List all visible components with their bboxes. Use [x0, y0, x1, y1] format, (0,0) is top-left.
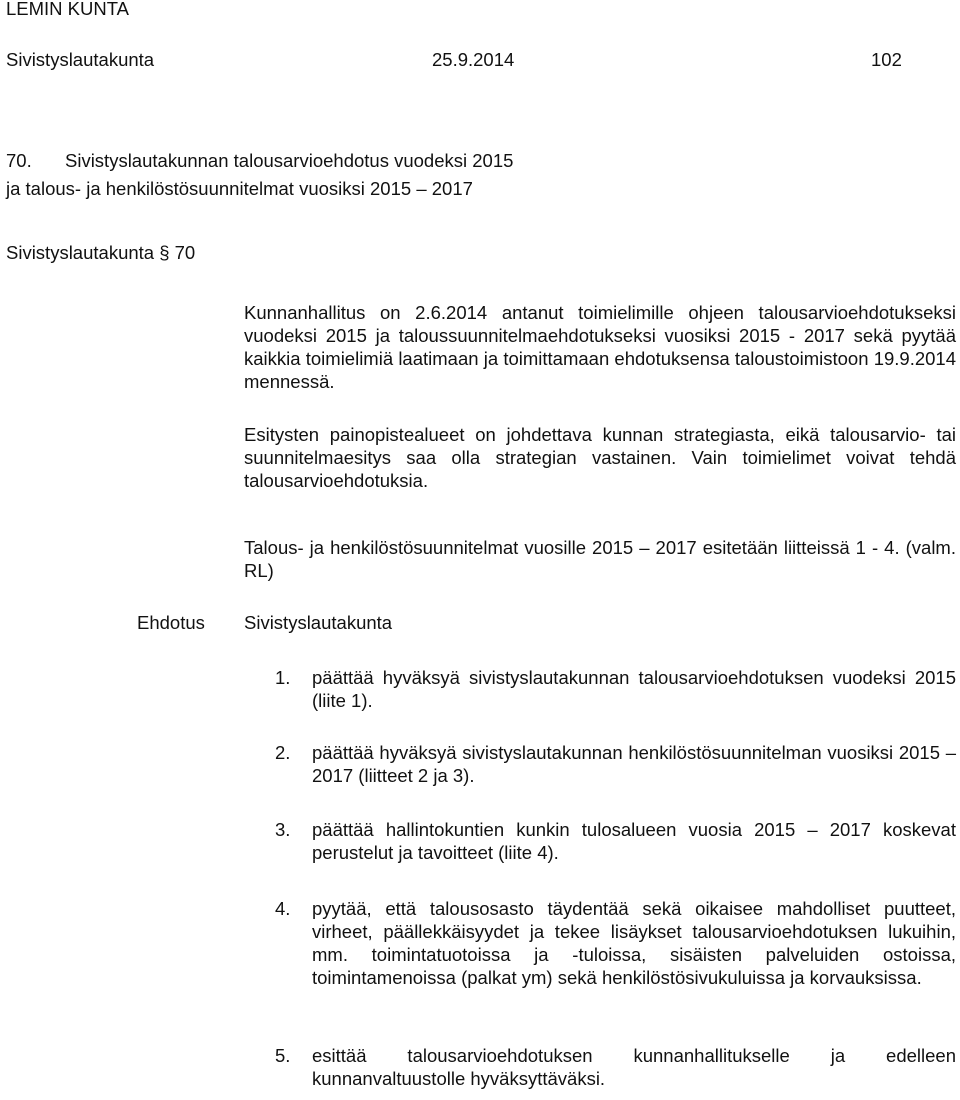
- paragraph-instruction: Kunnanhallitus on 2.6.2014 antanut toimielimille ohjeen talousarvioehdotukseksi vuodeksi 2015 ja taloussuunnitelmaehdotukseksi vuosiksi 2015 - 2017 sekä pyytää kaikkia toimielimiä laatimaan ja toimittamaan ehdotuksensa taloustoimistoon 19.9.2014 mennessä.: [244, 302, 956, 392]
- section-number: 70.: [6, 150, 32, 171]
- list-item-text: esittää talousarvioehdotuksen kunnanhallitukselle ja edelleen kunnanvaltuustolle hyväksyttäväksi.: [312, 1045, 956, 1089]
- list-item-number: 4.: [275, 898, 291, 919]
- page-number: 102: [871, 49, 902, 70]
- section-reference: Sivistyslautakunta § 70: [6, 242, 196, 263]
- list-item-text: pyytää, että talousosasto täydentää sekä oikaisee mahdolliset puutteet, virheet, päällekkäisyydet ja tekee lisäykset talousarvioehdotuksen lukuihin, mm. toimintatuotoissa ja -tuloissa, sisäisten palveluiden ostoissa, toimintamenoissa (palkat ym) sekä henkilöstösivukuluissa ja korvauksissa.: [312, 898, 956, 988]
- meeting-date: 25.9.2014: [432, 49, 515, 70]
- body-name: Sivistyslautakunta: [6, 49, 155, 70]
- list-item: [244, 1044, 956, 1090]
- paragraph-strategy: Esitysten painopistealueet on johdettava kunnan strategiasta, eikä talousarvio- tai suunnitelmaesitys saa olla strategian vastainen. Vain toimielimet voivat tehdä talousarvioehdotuksia.: [244, 424, 956, 491]
- organization-name: LEMIN KUNTA: [6, 0, 130, 19]
- list-item: [244, 897, 956, 989]
- list-item: [244, 666, 956, 712]
- list-item: [244, 741, 956, 787]
- proposal-label: Ehdotus: [137, 612, 205, 633]
- list-item-number: 5.: [275, 1045, 291, 1066]
- list-item-text: päättää hyväksyä sivistyslautakunnan henkilöstösuunnitelman vuosiksi 2015 – 2017 (liitteet 2 ja 3).: [312, 742, 956, 786]
- list-item: [244, 818, 956, 864]
- proposal-body: Sivistyslautakunta: [244, 612, 393, 633]
- paragraph-attachments: Talous- ja henkilöstösuunnitelmat vuosille 2015 – 2017 esitetään liitteissä 1 - 4. (valm. RL): [244, 537, 956, 581]
- list-item-number: 3.: [275, 819, 291, 840]
- list-item-number: 2.: [275, 742, 291, 763]
- list-item-text: päättää hallintokuntien kunkin tulosalueen vuosia 2015 – 2017 koskevat perustelut ja tavoitteet (liite 4).: [312, 819, 956, 863]
- section-title-line1: Sivistyslautakunnan talousarvioehdotus vuodeksi 2015: [65, 150, 514, 171]
- list-item-number: 1.: [275, 667, 291, 688]
- list-item-text: päättää hyväksyä sivistyslautakunnan talousarvioehdotuksen vuodeksi 2015 (liite 1).: [312, 667, 956, 711]
- section-title-line2: ja talous- ja henkilöstösuunnitelmat vuosiksi 2015 – 2017: [6, 178, 473, 199]
